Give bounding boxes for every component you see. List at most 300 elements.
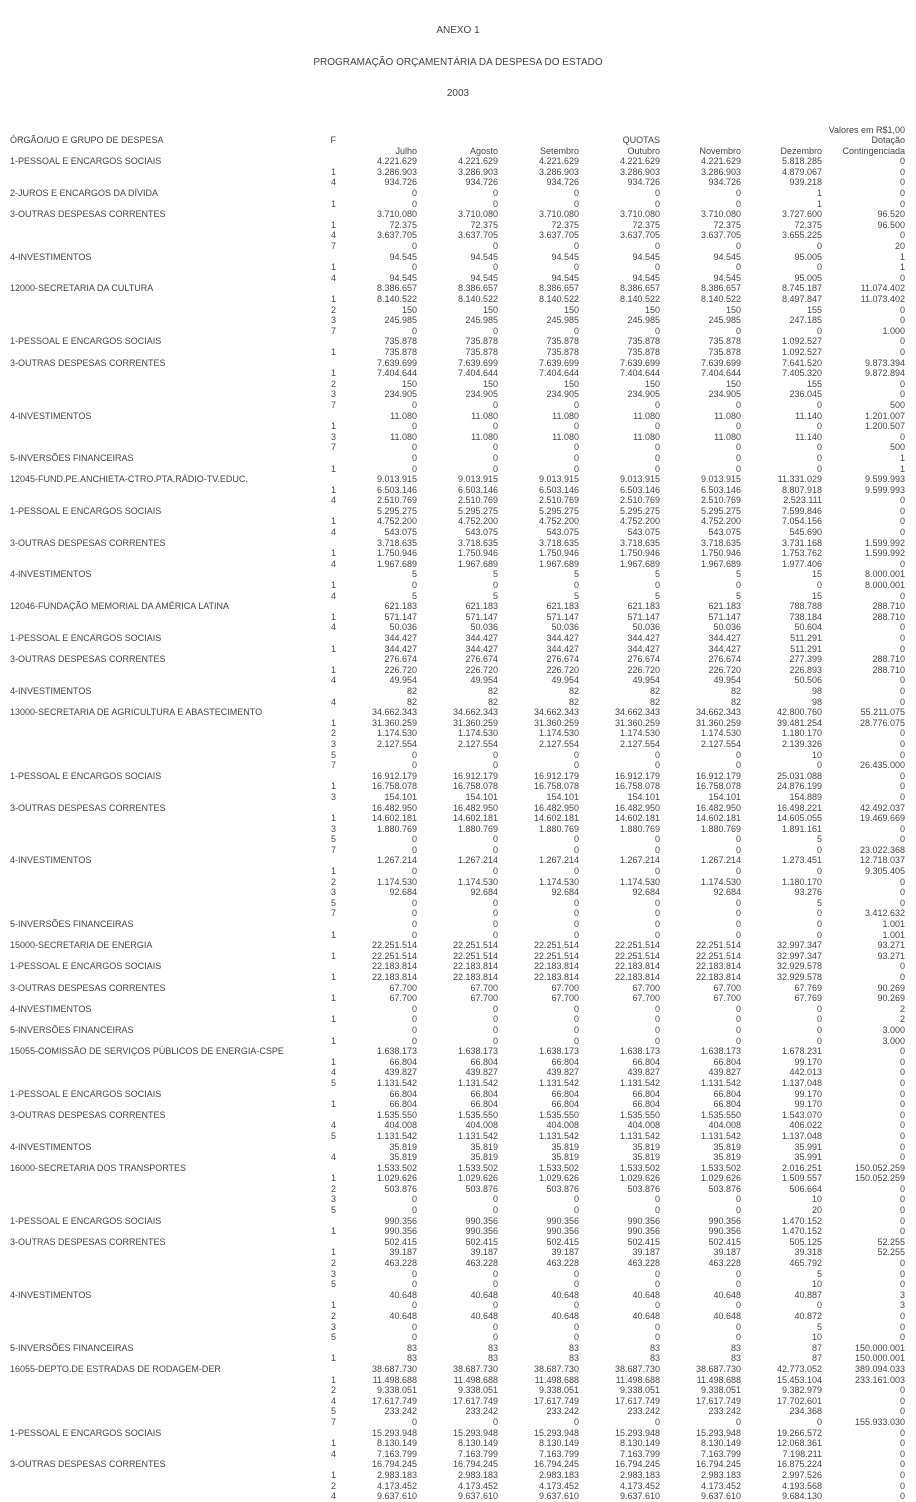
quota-julho-cell: 3.710.080: [376, 209, 417, 220]
quota-dezembro-cell: 155: [806, 304, 822, 315]
quota-novembro-cell: 50.036: [713, 622, 741, 633]
quota-agosto-cell: 2.983.183: [457, 1469, 498, 1480]
quota-agosto-cell: 49.954: [470, 675, 498, 686]
quota-agosto-cell: 1.967.689: [457, 558, 498, 569]
f-cell: 7: [330, 844, 336, 855]
f-cell: 4: [330, 1152, 336, 1163]
quota-outubro-cell: 0: [654, 834, 660, 845]
quota-novembro-cell: 0: [735, 1194, 741, 1205]
quota-agosto-cell: 245.985: [465, 315, 498, 326]
f-cell: 2: [330, 1385, 336, 1396]
quota-julho-cell: 14.602.181: [371, 813, 417, 824]
quota-setembro-cell: 226.720: [546, 664, 579, 675]
f-cell: [310, 1343, 336, 1354]
quota-agosto-cell: 4.173.452: [457, 1480, 498, 1491]
quota-setembro-cell: 16.794.245: [533, 1459, 579, 1470]
quota-agosto-cell: 226.720: [465, 664, 498, 675]
quota-julho-cell: 502.415: [384, 1236, 417, 1247]
table-row: [10, 379, 905, 390]
table-row: [10, 1216, 905, 1227]
org-group-label-cell: 4-INVESTIMENTOS: [10, 1141, 92, 1152]
quota-outubro-cell: 0: [654, 325, 660, 336]
quota-dezembro-cell: 4.879.067: [781, 166, 822, 177]
dotacao-contingenciada-cell: 1: [900, 463, 906, 474]
quota-outubro-cell: 7.163.799: [619, 1448, 660, 1459]
f-cell: [310, 506, 336, 517]
quota-julho-cell: 1.638.173: [376, 1046, 417, 1057]
dotacao-contingenciada-cell: 0: [900, 1385, 906, 1396]
quota-setembro-cell: 40.648: [551, 1311, 579, 1321]
table-row: [10, 1332, 905, 1343]
quota-julho-cell: 234.905: [384, 389, 417, 400]
quota-agosto-cell: 8.140.522: [457, 294, 498, 304]
quota-novembro-cell: 16.912.179: [695, 770, 741, 781]
dotacao-contingenciada-cell: 0: [900, 1067, 906, 1078]
header-row-groups: [10, 135, 905, 146]
org-group-label-cell: [10, 1279, 310, 1290]
table-row: [10, 315, 905, 326]
quota-agosto-cell: 3.286.903: [457, 166, 498, 177]
f-cell: [310, 1089, 336, 1100]
quota-julho-cell: 49.954: [389, 675, 417, 686]
quota-dezembro-cell: 155: [806, 378, 822, 389]
quota-agosto-cell: 0: [492, 1035, 498, 1046]
quota-dezembro-cell: 939.218: [789, 177, 822, 188]
dotacao-contingenciada-cell: 0: [900, 749, 906, 760]
quota-julho-cell: 0: [411, 399, 417, 410]
quota-novembro-cell: 7.404.644: [700, 368, 741, 379]
dotacao-contingenciada-cell: 11.073.402: [860, 294, 906, 304]
table-row: [10, 1067, 905, 1078]
quota-novembro-cell: 31.360.259: [695, 717, 741, 728]
quota-agosto-cell: 0: [492, 1014, 498, 1025]
quota-outubro-cell: 0: [654, 452, 660, 463]
quota-novembro-cell: 16.794.245: [695, 1459, 741, 1470]
table-row: [10, 368, 905, 379]
f-cell: 1: [330, 643, 336, 654]
quota-julho-cell: 72.375: [389, 219, 417, 230]
quota-agosto-cell: 17.617.749: [452, 1395, 498, 1406]
f-cell: 1: [330, 813, 336, 824]
quota-julho-cell: 0: [411, 1321, 417, 1332]
quota-outubro-cell: 2.510.769: [619, 495, 660, 506]
table-row: [10, 199, 905, 210]
quota-outubro-cell: 0: [654, 1205, 660, 1216]
dotacao-contingenciada-cell: 0: [900, 1109, 906, 1120]
table-row: [10, 1406, 905, 1417]
org-group-label-cell: [10, 262, 310, 273]
quota-outubro-cell: 35.819: [632, 1152, 660, 1163]
quota-novembro-cell: 1.174.530: [700, 728, 741, 739]
quota-dezembro-cell: 505.125: [789, 1236, 822, 1247]
dotacao-contingenciada-cell: 0: [900, 1311, 906, 1321]
dotacao-contingenciada-cell: 0: [900, 230, 906, 241]
quota-agosto-cell: 40.648: [470, 1311, 498, 1321]
quota-novembro-cell: 22.183.814: [695, 961, 741, 972]
table-row: [10, 1152, 905, 1163]
f-cell: 4: [330, 495, 336, 506]
quota-setembro-cell: 0: [573, 929, 579, 940]
quota-novembro-cell: 2.127.554: [700, 738, 741, 749]
org-group-label-cell: 3-OUTRAS DESPESAS CORRENTES: [10, 982, 166, 993]
quota-setembro-cell: 571.147: [546, 611, 579, 622]
org-group-label-cell: [10, 1481, 310, 1492]
values-note: Valores em R$1,00: [828, 124, 906, 135]
table-row: [10, 548, 905, 559]
org-group-label-cell: 15000-SECRETARIA DE ENERGIA: [10, 940, 153, 951]
table-row: [10, 887, 905, 898]
quota-setembro-cell: 1.267.214: [538, 855, 579, 866]
org-group-label-cell: [10, 972, 310, 983]
f-cell: [310, 771, 336, 782]
quota-julho-cell: 0: [411, 897, 417, 908]
quota-julho-cell: 7.639.699: [376, 357, 417, 368]
quota-outubro-cell: 1.174.530: [619, 876, 660, 887]
quota-novembro-cell: 0: [735, 463, 741, 474]
quota-setembro-cell: 9.013.915: [538, 474, 579, 485]
quota-setembro-cell: 2.510.769: [538, 495, 579, 506]
quota-dezembro-cell: 99.170: [794, 1088, 822, 1099]
quota-setembro-cell: 245.985: [546, 315, 579, 326]
org-group-label-cell: [10, 760, 310, 771]
quota-julho-cell: 245.985: [384, 315, 417, 326]
table-row: [10, 1375, 905, 1386]
f-cell: [310, 358, 336, 369]
quota-dezembro-cell: 1.891.161: [781, 823, 822, 834]
f-cell: 1: [330, 1353, 336, 1364]
quota-julho-cell: 233.242: [384, 1406, 417, 1417]
f-cell: 5: [330, 1077, 336, 1088]
org-group-label-cell: [10, 305, 310, 316]
f-cell: 5: [330, 897, 336, 908]
quota-dezembro-cell: 87: [811, 1353, 822, 1364]
table-row: [10, 898, 905, 909]
quota-novembro-cell: 35.819: [713, 1141, 741, 1152]
org-group-label-cell: [10, 379, 310, 390]
f-cell: [310, 1142, 336, 1153]
dotacao-contingenciada-cell: 155.933.030: [854, 1416, 906, 1427]
org-group-label-cell: [10, 442, 310, 453]
quota-dezembro-cell: 99.170: [794, 1099, 822, 1110]
quota-dezembro-cell: 40.887: [794, 1289, 822, 1300]
quota-novembro-cell: 154.101: [708, 791, 741, 802]
quota-dezembro-cell: 99.170: [794, 1056, 822, 1067]
quota-novembro-cell: 502.415: [708, 1236, 741, 1247]
f-cell: 1: [330, 866, 336, 877]
dotacao-contingenciada-cell: 8.000.001: [864, 569, 906, 580]
quota-outubro-cell: 543.075: [627, 527, 660, 538]
quota-agosto-cell: 543.075: [465, 527, 498, 538]
quota-julho-cell: 1.029.626: [376, 1173, 417, 1184]
f-column-header: F: [330, 135, 336, 146]
quotas-header: QUOTAS: [622, 135, 660, 146]
dotacao-contingenciada-cell: 0: [900, 1448, 906, 1459]
quota-setembro-cell: 1.880.769: [538, 823, 579, 834]
quota-dezembro-cell: 4.193.568: [781, 1480, 822, 1491]
quota-outubro-cell: 344.427: [627, 633, 660, 643]
f-cell: [310, 654, 336, 665]
org-group-label-cell: 1-PESSOAL E ENCARGOS SOCIAIS: [10, 156, 162, 167]
quota-novembro-cell: 0: [735, 1416, 741, 1427]
quota-setembro-cell: 0: [573, 1300, 579, 1311]
dotacao-contingenciada-cell: 0: [900, 1480, 906, 1491]
quota-novembro-cell: 0: [735, 198, 741, 209]
quota-novembro-cell: 0: [735, 1321, 741, 1332]
quota-dezembro-cell: 10: [811, 1194, 822, 1205]
quota-agosto-cell: 82: [487, 685, 498, 696]
org-group-label-cell: 5-INVERSÕES FINANCEIRAS: [10, 1024, 134, 1035]
f-cell: 1: [330, 346, 336, 357]
f-cell: 3: [330, 1268, 336, 1279]
table-row: [10, 241, 905, 252]
table-row: [10, 1449, 905, 1460]
quota-dezembro-cell: 1.180.170: [781, 876, 822, 887]
quota-setembro-cell: 0: [573, 241, 579, 252]
quota-outubro-cell: 1.750.946: [619, 548, 660, 559]
quota-outubro-cell: 0: [654, 188, 660, 199]
dotacao-header-line1: Dotação: [871, 135, 906, 146]
quota-agosto-cell: 38.687.730: [452, 1363, 498, 1374]
quota-julho-cell: 0: [411, 908, 417, 919]
org-group-label-cell: [10, 866, 310, 877]
org-group-label-cell: [10, 1322, 310, 1333]
table-row: [10, 877, 905, 888]
quota-outubro-cell: 1.131.542: [619, 1130, 660, 1141]
quota-agosto-cell: 16.912.179: [452, 770, 498, 781]
quota-outubro-cell: 22.251.514: [614, 940, 660, 951]
f-cell: [310, 707, 336, 718]
quota-setembro-cell: 0: [573, 844, 579, 855]
quota-dezembro-cell: 32.997.347: [776, 940, 822, 951]
quota-julho-cell: 990.356: [384, 1226, 417, 1237]
quota-novembro-cell: 735.878: [708, 336, 741, 347]
f-cell: [310, 188, 336, 199]
org-group-label-cell: [10, 898, 310, 909]
quota-setembro-cell: 0: [573, 760, 579, 771]
org-group-label-cell: [10, 591, 310, 602]
f-cell: 5: [330, 834, 336, 845]
quota-setembro-cell: 1.174.530: [538, 728, 579, 739]
quota-dezembro-cell: 3.731.168: [781, 537, 822, 548]
dotacao-contingenciada-cell: 0: [900, 738, 906, 749]
org-group-label-cell: 13000-SECRETARIA DE AGRICULTURA E ABASTECIMENTO: [10, 707, 263, 718]
quota-dezembro-cell: 10: [811, 1332, 822, 1343]
f-cell: 1: [330, 1438, 336, 1449]
table-row: [10, 495, 905, 506]
quota-julho-cell: 34.662.343: [371, 707, 417, 718]
dotacao-contingenciada-cell: 0: [900, 1268, 906, 1279]
dotacao-contingenciada-cell: 0: [900, 1226, 906, 1237]
quota-setembro-cell: 934.726: [546, 177, 579, 188]
f-cell: 3: [330, 791, 336, 802]
quota-dezembro-cell: 2.016.251: [781, 1162, 822, 1173]
quota-julho-cell: 31.360.259: [371, 717, 417, 728]
org-group-label-cell: [10, 1194, 310, 1205]
quota-setembro-cell: 2.127.554: [538, 738, 579, 749]
org-group-label-cell: [10, 1152, 310, 1163]
quota-agosto-cell: 1.174.530: [457, 728, 498, 739]
dotacao-contingenciada-cell: 0: [900, 1491, 906, 1502]
quota-julho-cell: 17.617.749: [371, 1395, 417, 1406]
quota-setembro-cell: 0: [573, 1024, 579, 1035]
f-cell: [310, 252, 336, 263]
quota-dezembro-cell: 32.929.578: [776, 972, 822, 982]
quota-dezembro-cell: 2.997.526: [781, 1469, 822, 1480]
table-row: [10, 908, 905, 919]
quota-novembro-cell: 7.639.699: [700, 357, 741, 368]
quota-dezembro-cell: 11.140: [795, 431, 822, 442]
dotacao-contingenciada-cell: 19.469.669: [859, 813, 906, 824]
quota-julho-cell: 5: [411, 569, 417, 580]
f-cell: [310, 1110, 336, 1121]
quota-novembro-cell: 735.878: [708, 346, 741, 357]
org-group-label-cell: [10, 1036, 310, 1047]
quota-novembro-cell: 1.533.502: [700, 1162, 741, 1173]
org-column-header: ÓRGÃO/UO E GRUPO DE DESPESA: [10, 135, 164, 146]
quota-julho-cell: 35.819: [389, 1141, 417, 1152]
quota-agosto-cell: 1.750.946: [457, 548, 498, 559]
f-cell: 4: [330, 590, 336, 601]
quota-julho-cell: 40.648: [389, 1311, 417, 1321]
quota-julho-cell: 1.131.542: [376, 1130, 417, 1141]
quota-outubro-cell: 0: [654, 919, 660, 930]
f-cell: 1: [330, 516, 336, 527]
quota-julho-cell: 7.163.799: [376, 1448, 417, 1459]
quota-agosto-cell: 34.662.343: [452, 707, 498, 718]
f-cell: 1: [330, 294, 336, 304]
org-group-label-cell: 5-INVERSÕES FINANCEIRAS: [10, 919, 134, 930]
table-row: [10, 230, 905, 241]
quota-julho-cell: 1.131.542: [376, 1077, 417, 1088]
quota-novembro-cell: 82: [730, 696, 741, 707]
org-group-label-cell: [10, 220, 310, 231]
quota-julho-cell: 0: [411, 325, 417, 336]
quota-julho-cell: 503.876: [384, 1183, 417, 1194]
quota-dezembro-cell: 95.005: [794, 272, 822, 283]
quota-setembro-cell: 502.415: [546, 1236, 579, 1247]
quota-agosto-cell: 0: [492, 262, 498, 273]
table-row: [10, 1247, 905, 1258]
dotacao-contingenciada-cell: 0: [900, 972, 906, 982]
quota-setembro-cell: 66.804: [551, 1088, 579, 1099]
quota-novembro-cell: 8.130.149: [700, 1438, 741, 1449]
quota-julho-cell: 276.674: [384, 654, 417, 665]
org-group-label-cell: [10, 781, 310, 792]
quota-agosto-cell: 1.880.769: [457, 823, 498, 834]
f-cell: [310, 1046, 336, 1057]
quota-julho-cell: 92.684: [389, 887, 417, 898]
quota-julho-cell: 9.013.915: [376, 474, 417, 485]
org-group-label-cell: 1-PESSOAL E ENCARGOS SOCIAIS: [10, 770, 162, 781]
dotacao-contingenciada-cell: 28.776.075: [859, 717, 906, 728]
quota-agosto-cell: 571.147: [465, 611, 498, 622]
f-cell: 1: [330, 993, 336, 1004]
dotacao-contingenciada-cell: 3: [900, 1300, 906, 1311]
quota-dezembro-cell: 0: [816, 262, 822, 273]
quota-setembro-cell: 83: [568, 1353, 579, 1364]
quota-dezembro-cell: 0: [816, 866, 822, 877]
quota-setembro-cell: 233.242: [546, 1406, 579, 1417]
quota-novembro-cell: 571.147: [708, 611, 741, 622]
table-row: [10, 781, 905, 792]
table-row: [10, 294, 905, 305]
quota-setembro-cell: 0: [573, 866, 579, 877]
dotacao-contingenciada-cell: 0: [900, 188, 906, 199]
quota-julho-cell: 150: [401, 378, 417, 389]
quota-agosto-cell: 11.498.688: [453, 1374, 498, 1385]
dotacao-contingenciada-cell: 0: [900, 346, 906, 357]
quota-outubro-cell: 226.720: [627, 664, 660, 675]
quota-julho-cell: 11.080: [390, 431, 417, 442]
org-group-label-cell: [10, 347, 310, 358]
table-row: [10, 538, 905, 549]
quota-novembro-cell: 83: [730, 1353, 741, 1364]
quota-agosto-cell: 9.013.915: [457, 474, 498, 485]
quota-dezembro-cell: 406.022: [789, 1120, 822, 1131]
org-group-label-cell: [10, 580, 310, 591]
quota-novembro-cell: 4.752.200: [700, 516, 741, 527]
quota-agosto-cell: 83: [487, 1342, 498, 1353]
org-group-label-cell: [10, 1396, 310, 1407]
org-group-label-cell: [10, 326, 310, 337]
table-row: [10, 866, 905, 877]
quota-dezembro-cell: 0: [816, 1416, 822, 1427]
dotacao-contingenciada-cell: 1: [900, 262, 906, 273]
org-group-label-cell: [10, 1067, 310, 1078]
quota-dezembro-cell: 9.382.979: [781, 1385, 822, 1396]
quota-outubro-cell: 66.804: [632, 1099, 660, 1110]
quota-outubro-cell: 49.954: [632, 675, 660, 686]
quota-agosto-cell: 35.819: [470, 1152, 498, 1163]
table-row: [10, 1300, 905, 1311]
dotacao-contingenciada-cell: 20: [895, 241, 906, 252]
org-group-label-cell: 4-INVESTIMENTOS: [10, 1003, 92, 1014]
quota-dezembro-cell: 17.702.601: [776, 1395, 822, 1406]
table-row: [10, 1364, 905, 1375]
quota-setembro-cell: 990.356: [546, 1215, 579, 1226]
f-cell: [310, 1163, 336, 1174]
table-row: [10, 803, 905, 814]
org-group-label-cell: [10, 612, 310, 623]
quota-novembro-cell: 4.221.629: [700, 156, 741, 167]
org-group-label-cell: [10, 1247, 310, 1258]
quota-agosto-cell: 1.131.542: [457, 1077, 498, 1088]
quota-setembro-cell: 0: [573, 1035, 579, 1046]
quota-setembro-cell: 0: [573, 325, 579, 336]
quota-agosto-cell: 0: [492, 452, 498, 463]
quota-outubro-cell: 82: [649, 685, 660, 696]
quota-julho-cell: 0: [411, 929, 417, 940]
table-row: [10, 1110, 905, 1121]
quota-novembro-cell: 0: [735, 1300, 741, 1311]
table-row: [10, 750, 905, 761]
quota-novembro-cell: 0: [735, 834, 741, 845]
quota-agosto-cell: 0: [492, 580, 498, 591]
f-cell: [310, 156, 336, 167]
f-cell: 1: [330, 484, 336, 495]
quota-julho-cell: 0: [411, 1194, 417, 1205]
table-row: [10, 1226, 905, 1237]
quota-outubro-cell: 22.183.814: [614, 972, 660, 982]
quota-agosto-cell: 9.338.051: [457, 1385, 498, 1396]
quota-novembro-cell: 0: [735, 1205, 741, 1216]
quota-setembro-cell: 7.163.799: [538, 1448, 579, 1459]
quota-outubro-cell: 1.174.530: [619, 728, 660, 739]
quota-dezembro-cell: 5: [816, 1268, 822, 1279]
quota-dezembro-cell: 234.368: [789, 1406, 822, 1417]
quota-dezembro-cell: 7.054.156: [781, 516, 822, 527]
quota-agosto-cell: 934.726: [465, 177, 498, 188]
